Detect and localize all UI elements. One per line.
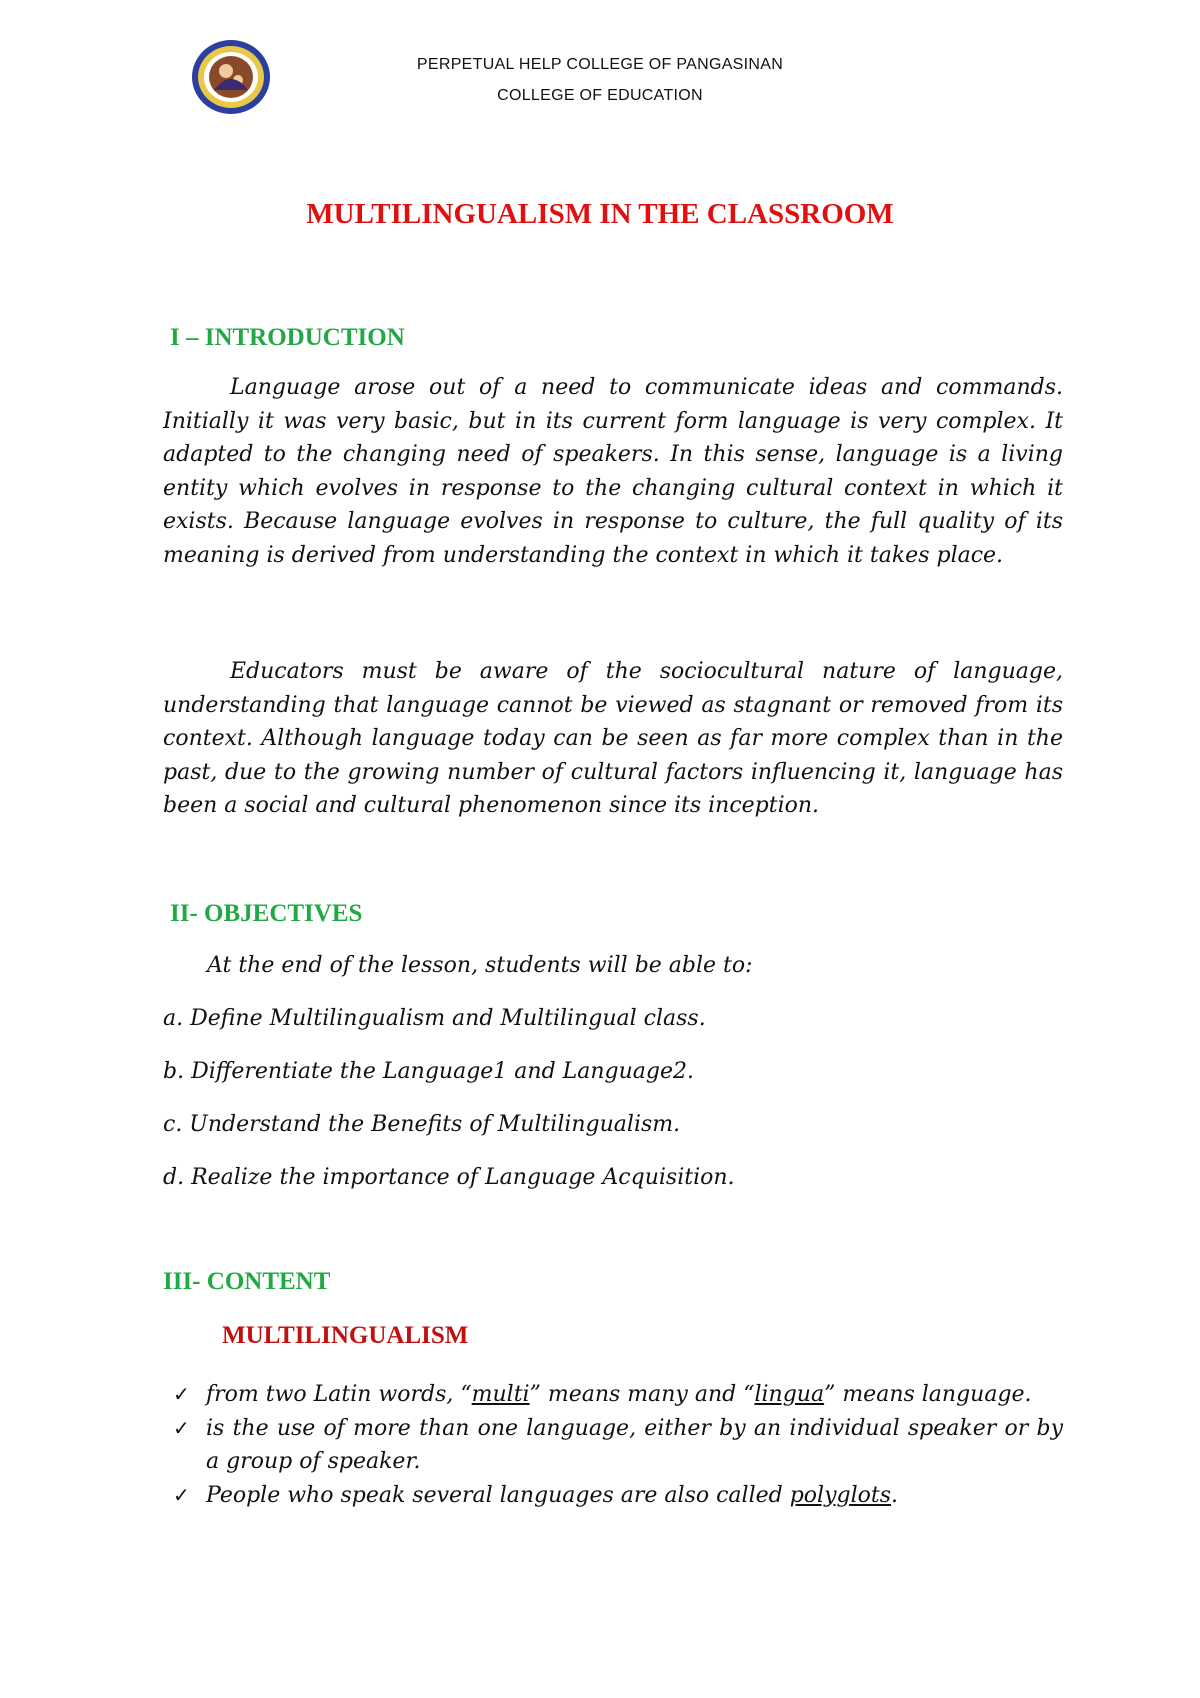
introduction-paragraph-1: Language arose out of a need to communicate ideas and commands. Initially it was very basic, but in its current form language is very complex. It adapted to the changing need of speakers. In this sense, language is a living entity which evolves in response to the changing cultural context in which it exists. Because language evolves in response to culture, the full quality of its meaning is derived from understanding the context in which it takes place. (163, 375, 1063, 568)
content-heading: III- CONTENT (163, 1268, 331, 1295)
introduction-paragraph-2: Educators must be aware of the sociocultural nature of language, understanding that language cannot be viewed as stagnant or removed from its context. Although language today can be seen as far more complex than in the past, due to the growing number of cultural factors influencing it, language has been a social and cultural phenomenon since its inception. (163, 659, 1063, 818)
content-bullet-list (173, 1378, 1063, 1512)
objectives-intro: At the end of the lesson, students will be able to: (207, 953, 753, 978)
introduction-heading: I – INTRODUCTION (170, 324, 405, 351)
objective-c: c. Understand the Benefits of Multilingualism. (163, 1112, 681, 1137)
checkmark-icon: ✓ (173, 1482, 190, 1507)
objective-b: b. Differentiate the Language1 and Language2. (163, 1059, 694, 1084)
list-item: ✓ from two Latin words, “multi” means many and “lingua” means language. (173, 1378, 1063, 1412)
content-subheading: MULTILINGUALISM (222, 1322, 469, 1349)
checkmark-icon: ✓ (173, 1382, 190, 1406)
checkmark-icon: ✓ (173, 1415, 190, 1440)
objectives-heading: II- OBJECTIVES (170, 900, 363, 927)
document-title: MULTILINGUALISM IN THE CLASSROOM (306, 198, 894, 230)
college-name: PERPETUAL HELP COLLEGE OF PANGASINAN (416, 56, 784, 73)
term-multi: multi (471, 1382, 530, 1407)
department-name: COLLEGE OF EDUCATION (497, 87, 703, 104)
list-item: ✓ People who speak several languages are also called polyglots. (173, 1479, 1063, 1513)
objective-d: d. Realize the importance of Language Acquisition. (163, 1165, 735, 1190)
objective-a: a. Define Multilingualism and Multilingual class. (163, 1006, 706, 1031)
term-polyglots: polyglots (789, 1482, 892, 1508)
term-lingua: lingua (754, 1382, 825, 1407)
list-item: ✓ is the use of more than one language, either by an individual speaker or by a group of speaker. (173, 1412, 1063, 1479)
